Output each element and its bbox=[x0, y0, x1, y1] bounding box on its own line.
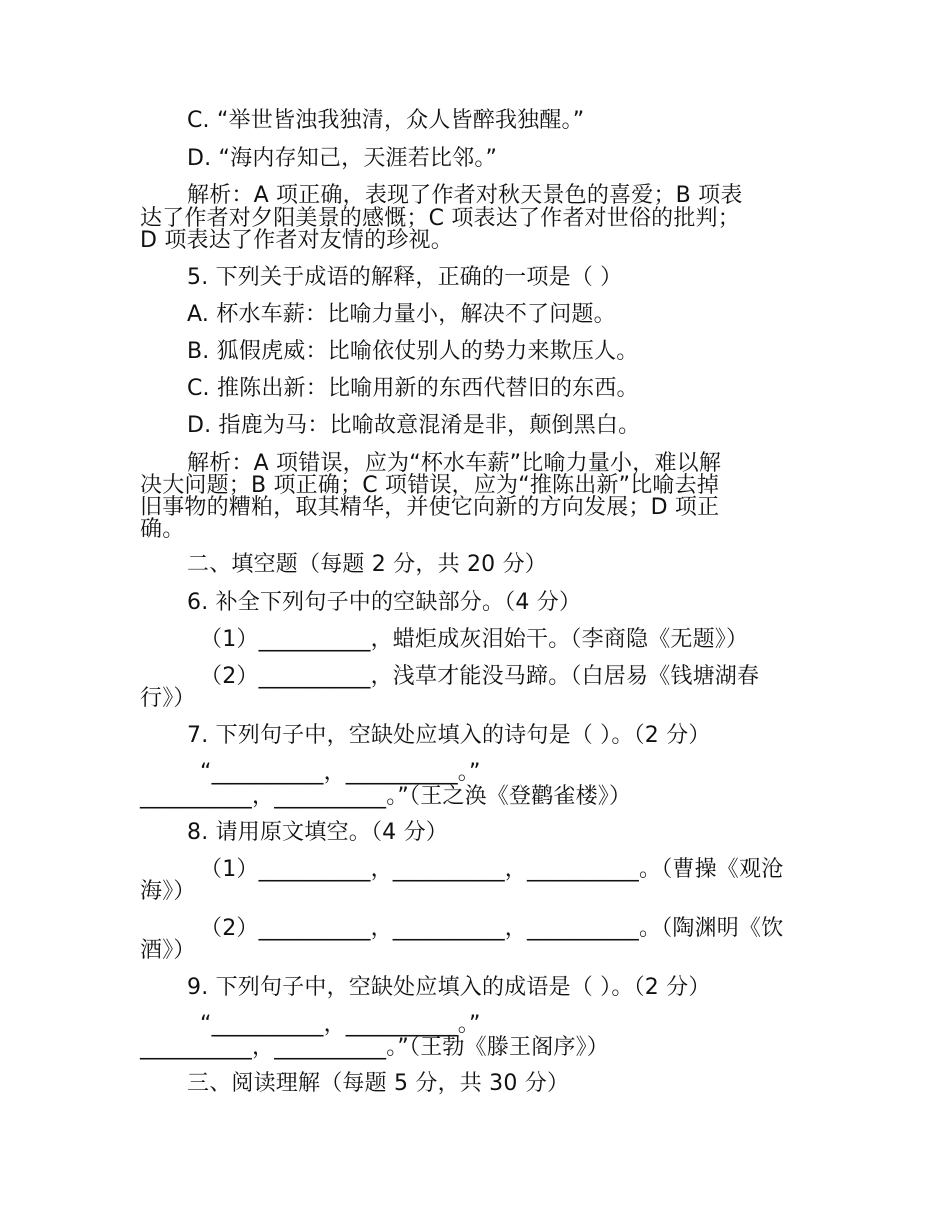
q7-quote-line: __________，__________。”（王之涣《登鹳雀楼》） bbox=[140, 784, 632, 809]
q4-option-d: D. “海内存知己，天涯若比邻。” bbox=[187, 146, 498, 171]
q5-analysis-line: 旧事物的糟粕，取其精华，并使它向新的方向发展；D 项正 bbox=[140, 495, 720, 520]
q6-item: （1）__________，蜡炬成灰泪始干。（李商隐《无题》） bbox=[200, 627, 749, 652]
q5-analysis-line: 决大问题；B 项正确；C 项错误，应为“推陈出新”比喻去掉 bbox=[140, 473, 720, 498]
q7-stem: 7. 下列句子中，空缺处应填入的诗句是（ ）。（2 分） bbox=[187, 723, 711, 748]
q7-quote-line: “__________，__________。” bbox=[200, 760, 481, 785]
q9-quote-line: __________，__________。”（王勃《滕王阁序》） bbox=[140, 1035, 609, 1060]
q8-item: （2）__________，__________，__________。（陶渊明《饮 bbox=[200, 916, 784, 941]
q5-analysis-line: 确。 bbox=[140, 517, 185, 542]
q8-item-continued: 酒》） bbox=[140, 938, 196, 963]
q8-item: （1）__________，__________，__________。（曹操《观沧 bbox=[200, 857, 784, 882]
q4-analysis-line: 达了作者对夕阳美景的感慨；C 项表达了作者对世俗的批判； bbox=[140, 206, 740, 231]
q4-analysis-line: D 项表达了作者对友情的珍视。 bbox=[140, 228, 453, 253]
q6-item: （2）__________，浅草才能没马蹄。（白居易《钱塘湖春 bbox=[200, 664, 760, 689]
q5-stem: 5. 下列关于成语的解释，正确的一项是（ ） bbox=[187, 265, 623, 290]
q8-item-continued: 海》） bbox=[140, 879, 196, 904]
q5-analysis-line: 解析：A 项错误，应为“杯水车薪”比喻力量小，难以解 bbox=[187, 451, 722, 476]
q9-quote-line: “__________，__________。” bbox=[200, 1012, 481, 1037]
q6-stem: 6. 补全下列句子中的空缺部分。（4 分） bbox=[187, 590, 582, 615]
q9-stem: 9. 下列句子中，空缺处应填入的成语是（ ）。（2 分） bbox=[187, 975, 711, 1000]
q6-item-continued: 行》） bbox=[140, 686, 196, 711]
q5-option-b: B. 狐假虎威：比喻依仗别人的势力来欺压人。 bbox=[187, 339, 639, 364]
q5-option-c: C. 推陈出新：比喻用新的东西代替旧的东西。 bbox=[187, 376, 639, 401]
q4-analysis-line: 解析：A 项正确，表现了作者对秋天景色的喜爱；B 项表 bbox=[187, 183, 743, 208]
section-heading: 三、阅读理解（每题 5 分，共 30 分） bbox=[187, 1071, 570, 1096]
q8-stem: 8. 请用原文填空。（4 分） bbox=[187, 820, 448, 845]
q5-option-a: A. 杯水车薪：比喻力量小，解决不了问题。 bbox=[187, 302, 616, 327]
q4-option-c: C. “举世皆浊我独清，众人皆醉我独醒。” bbox=[187, 108, 585, 133]
q5-option-d: D. 指鹿为马：比喻故意混淆是非，颠倒黑白。 bbox=[187, 413, 641, 438]
section-heading: 二、填空题（每题 2 分，共 20 分） bbox=[187, 552, 547, 577]
